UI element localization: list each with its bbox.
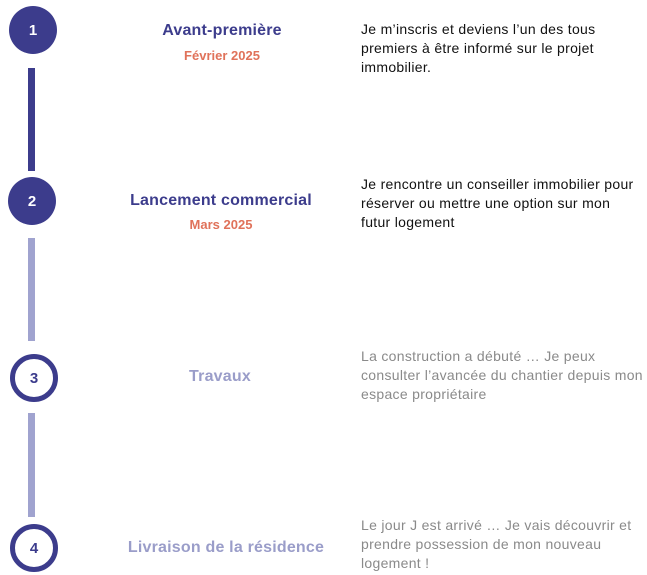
step-2-number-circle bbox=[8, 177, 56, 225]
step-3-title: Travaux bbox=[189, 368, 251, 385]
step-1-description: Je m’inscris et deviens l’un des tous premiers à être informé sur le projet immobilier. bbox=[361, 21, 596, 75]
timeline-connector-2-3 bbox=[28, 238, 35, 341]
timeline-connector-3-4 bbox=[28, 413, 35, 517]
step-4-number: 4 bbox=[29, 539, 39, 557]
step-1-number: 1 bbox=[28, 21, 38, 39]
timeline-connector-1-2 bbox=[28, 68, 35, 171]
step-4-title: Livraison de la résidence bbox=[127, 539, 325, 556]
step-4-number-circle bbox=[10, 524, 58, 572]
step-1-date: Février 2025 bbox=[184, 48, 260, 63]
step-2-number: 2 bbox=[27, 192, 37, 210]
step-2-title: Lancement commercial bbox=[130, 192, 312, 209]
step-4-description: Le jour J est arrivé … Je vais découvrir et prendre possession de mon nouveau logement ! bbox=[361, 517, 632, 571]
step-3-description: La construction a débuté … Je peux consulter l’avancée du chantier depuis mon espace propriétaire bbox=[361, 348, 643, 402]
step-1-title: Avant-première bbox=[162, 22, 282, 39]
step-2-date: Mars 2025 bbox=[189, 217, 253, 232]
step-1-number-circle bbox=[9, 6, 57, 54]
step-3-number: 3 bbox=[29, 369, 39, 387]
step-3-number-circle bbox=[10, 354, 58, 402]
step-2-description: Je rencontre un conseiller immobilier pour réserver ou mettre une option sur mon futur logement bbox=[361, 176, 634, 230]
